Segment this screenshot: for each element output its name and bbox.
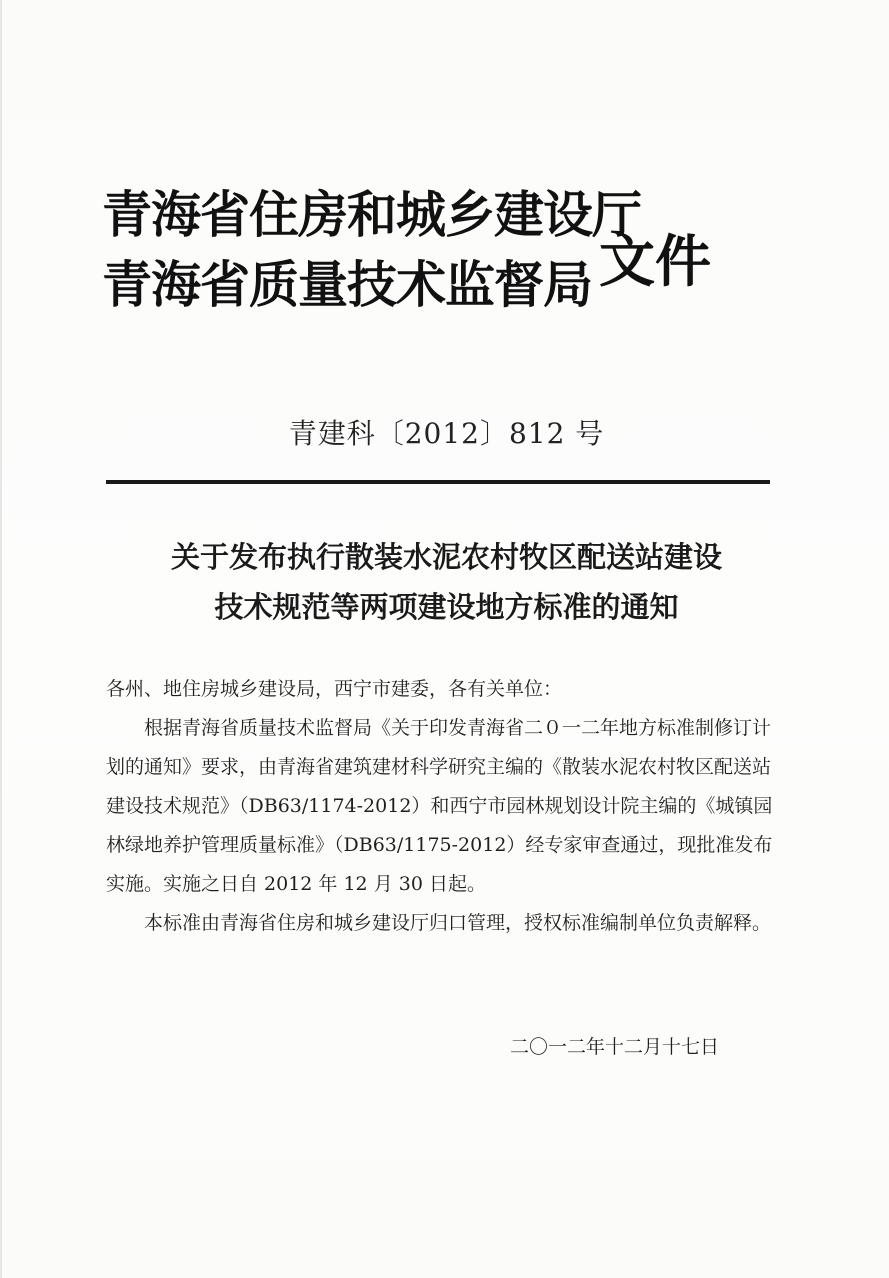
document-number: 青建科〔2012〕812 号 (288, 417, 605, 450)
issue-date: 二〇一二年十二月十七日 (510, 1036, 720, 1058)
notice-body (106, 670, 776, 943)
title-line-1: 关于发布执行散装水泥农村牧区配送站建设 (170, 540, 722, 574)
notice-title (2, 532, 889, 632)
issuer-line-2: 青海省质量技术监督局 (102, 256, 592, 314)
title-line-2: 技术规范等两项建设地方标准的通知 (214, 590, 679, 624)
salutation: 各州、地住房城乡建设局，西宁市建委，各有关单位： (106, 678, 563, 700)
document-label: 文件 (599, 230, 711, 295)
body-paragraph-2: 本标准由青海省住房和城乡建设厅归口管理，授权标准编制单位负责解释。 (144, 912, 772, 934)
issuer-line-1: 青海省住房和城乡建设厅 (102, 186, 641, 244)
body-paragraph-1: 根据青海省质量技术监督局《关于印发青海省二０一二年地方标准制修订计划的通知》要求，由青海省建筑建材科学研究主编的《散装水泥农村牧区配送站建设技术规范》（DB63/1174-2012）和西宁市园林规划设计院主编的《城镇园林绿地养护管理质量标准》（DB63/1175-2012）经专家审查通过，现批准发布实施。实施之日自 2012 年 12 月 30 日起。 (106, 717, 773, 895)
issuing-authorities (102, 180, 641, 320)
header-divider (106, 480, 770, 484)
